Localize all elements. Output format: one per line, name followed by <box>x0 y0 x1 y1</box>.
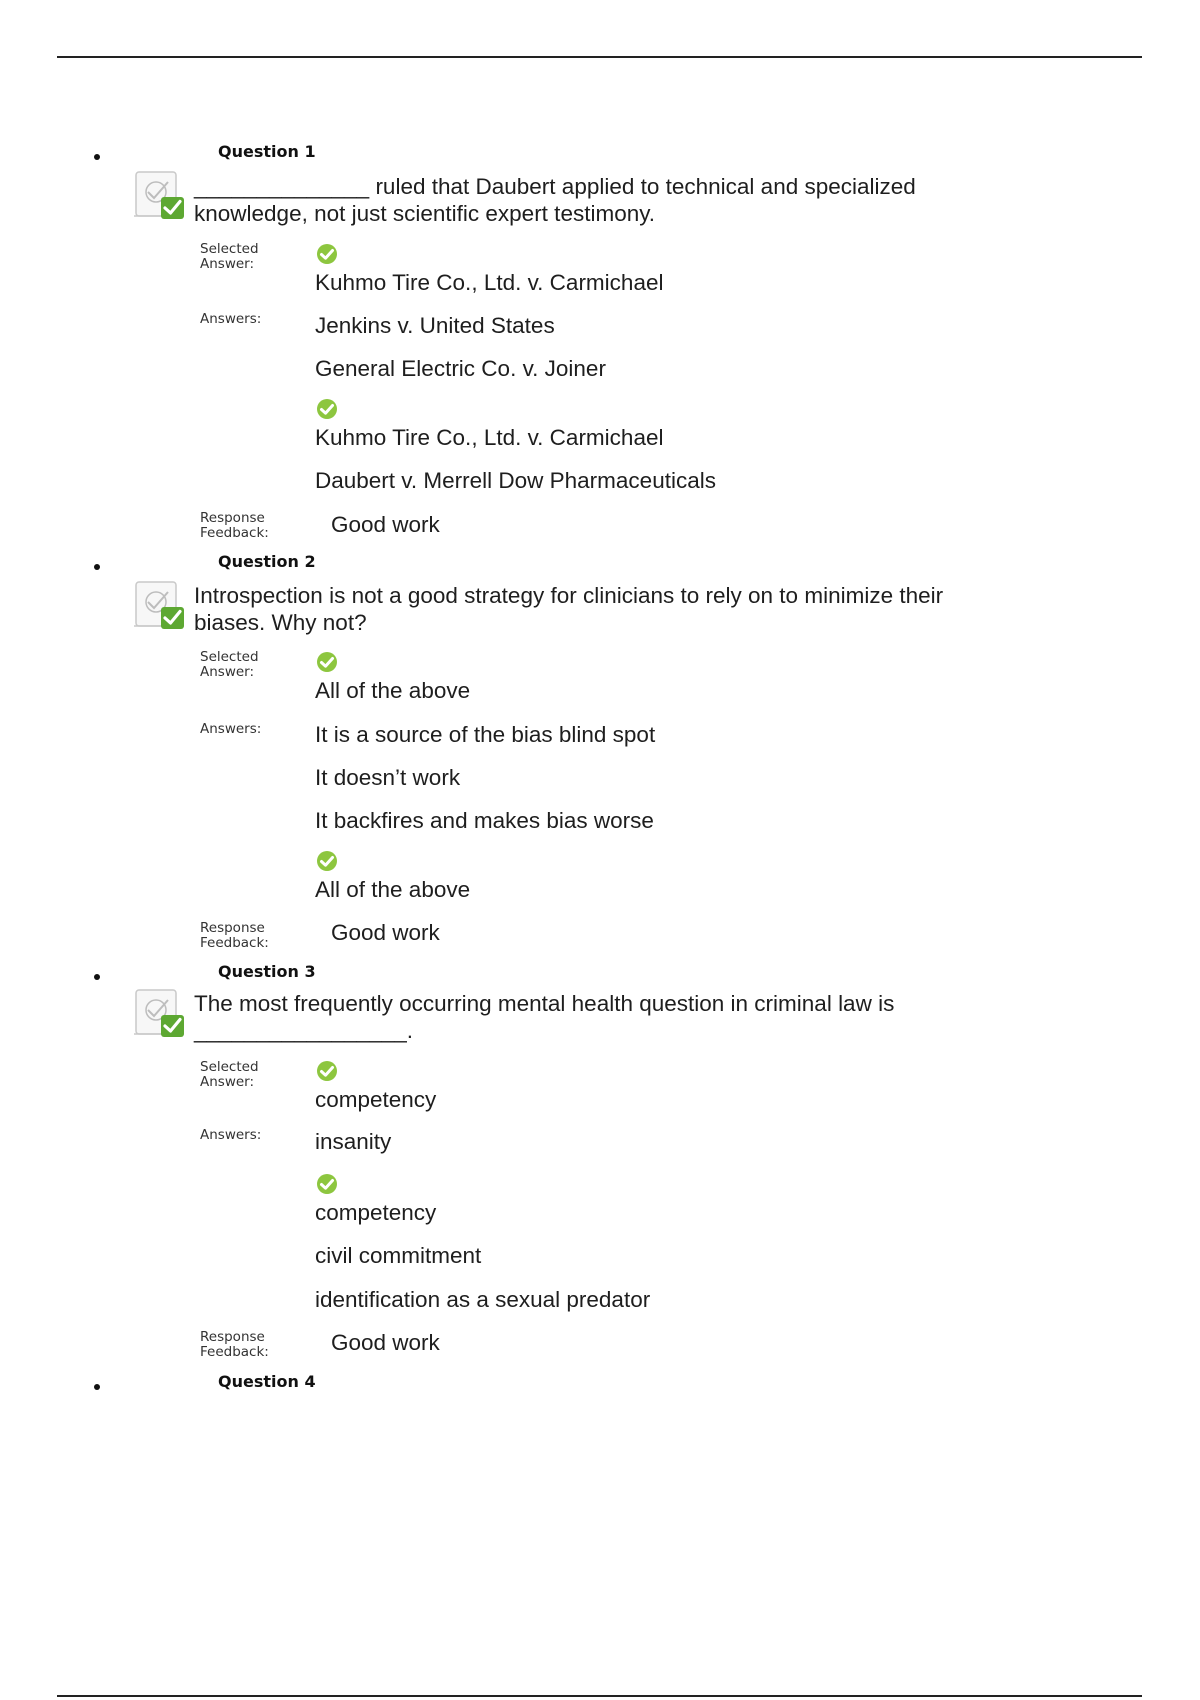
answer-option-correct: All of the above <box>315 877 471 902</box>
selected-answer-label: Selected Answer: <box>200 649 259 680</box>
correct-check-icon <box>316 398 338 420</box>
correct-check-icon <box>316 1173 338 1195</box>
answer-option: It doesn’t work <box>315 765 461 790</box>
answer-option: Daubert v. Merrell Dow Pharmaceuticals <box>315 468 716 493</box>
correct-check-icon <box>316 1060 338 1082</box>
question-title: Question 1 <box>218 142 316 161</box>
question-title: Question 3 <box>218 962 316 981</box>
selected-answer: competency <box>315 1087 437 1112</box>
bottom-rule <box>57 1695 1142 1697</box>
list-bullet <box>94 1384 100 1390</box>
question-text: ______________ ruled that Daubert applied to technical and specialized knowledge, not just scientific expert testimony. <box>194 174 916 226</box>
answer-option: It is a source of the bias blind spot <box>315 722 656 747</box>
selected-answer-label: Selected Answer: <box>200 1059 259 1090</box>
list-bullet <box>94 154 100 160</box>
list-bullet <box>94 564 100 570</box>
response-feedback-label: Response Feedback: <box>200 920 269 951</box>
question-heading <box>0 1372 1200 1402</box>
answer-option: General Electric Co. v. Joiner <box>315 356 606 381</box>
graded-correct-icon <box>134 988 186 1040</box>
answers-label: Answers: <box>200 721 262 737</box>
answer-option-correct: competency <box>315 1200 437 1225</box>
correct-check-icon <box>316 850 338 872</box>
graded-correct-icon <box>134 170 186 222</box>
answers-label: Answers: <box>200 311 262 327</box>
correct-check-icon <box>316 651 338 673</box>
answer-option: Jenkins v. United States <box>315 313 555 338</box>
response-feedback: Good work <box>331 920 440 945</box>
question-text: The most frequently occurring mental health question in criminal law is _________________. <box>194 991 895 1043</box>
selected-answer-label: Selected Answer: <box>200 241 259 272</box>
answers-label: Answers: <box>200 1127 262 1143</box>
response-feedback-label: Response Feedback: <box>200 510 269 541</box>
correct-check-icon <box>316 243 338 265</box>
answer-option: insanity <box>315 1129 392 1154</box>
selected-answer: Kuhmo Tire Co., Ltd. v. Carmichael <box>315 270 664 295</box>
graded-correct-icon <box>134 580 186 632</box>
response-feedback: Good work <box>331 1330 440 1355</box>
question-heading <box>0 552 1200 582</box>
question-text: Introspection is not a good strategy for clinicians to rely on to minimize their biases. Why not? <box>194 583 944 635</box>
question-title: Question 2 <box>218 552 316 571</box>
answer-option: identification as a sexual predator <box>315 1287 651 1312</box>
answer-option: It backfires and makes bias worse <box>315 808 654 833</box>
answer-option-correct: Kuhmo Tire Co., Ltd. v. Carmichael <box>315 425 664 450</box>
answer-option: civil commitment <box>315 1243 482 1268</box>
list-bullet <box>94 974 100 980</box>
selected-answer: All of the above <box>315 678 471 703</box>
question-title: Question 4 <box>218 1372 316 1391</box>
top-rule <box>57 56 1142 58</box>
response-feedback: Good work <box>331 512 440 537</box>
question-heading <box>0 142 1200 172</box>
response-feedback-label: Response Feedback: <box>200 1329 269 1360</box>
